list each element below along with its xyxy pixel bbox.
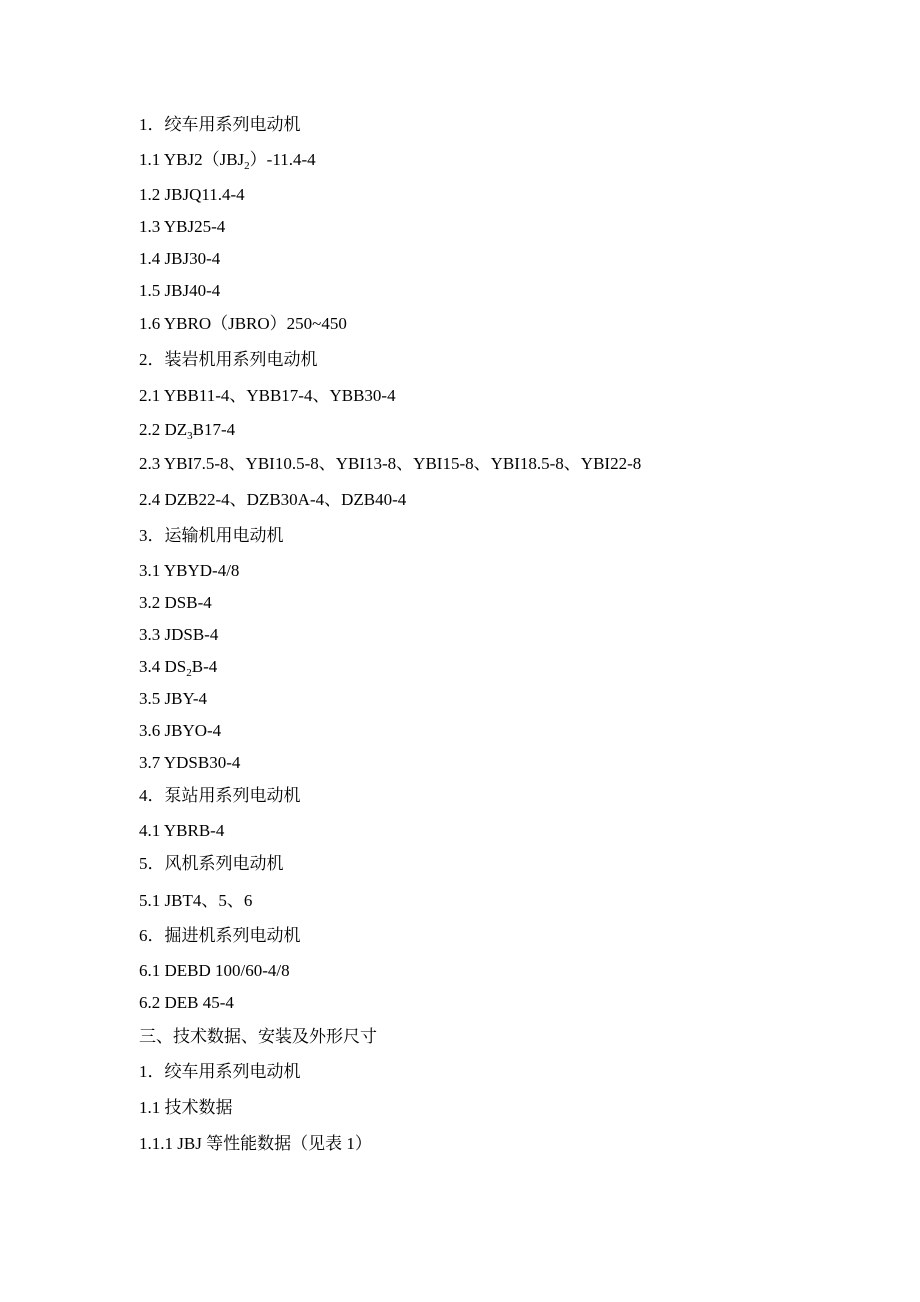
- line-text: 1.2 JBJQ11.4-4: [139, 185, 245, 204]
- line-text: 2．装岩机用系列电动机: [139, 350, 318, 369]
- line-text: 1.5 JBJ40-4: [139, 281, 221, 300]
- section-heading-1: [139, 115, 301, 135]
- line-text: 2.3 YBI7.5-8、YBI10.5-8、YBI13-8、YBI15-8、YBI18.5-8、YBI22-8: [139, 454, 642, 473]
- line-text: 1.3 YBJ25-4: [139, 217, 226, 236]
- list-item-4-1: [139, 821, 224, 841]
- line-text: 4．泵站用系列电动机: [139, 786, 301, 805]
- line-text: 5.1 JBT4、5、6: [139, 891, 253, 910]
- subscript: 3: [187, 430, 193, 442]
- section-heading-3: [139, 526, 284, 546]
- section-heading-2: [139, 350, 318, 370]
- list-item-3-1: [139, 561, 239, 581]
- section-heading-6: [139, 926, 301, 946]
- section-heading-1-repeat: [139, 1062, 301, 1082]
- chapter-heading: [139, 1027, 377, 1047]
- subsection-heading: [139, 1098, 233, 1118]
- line-text: 1.1 YBJ2（JBJ: [139, 150, 245, 169]
- line-text: 3.3 JDSB-4: [139, 625, 219, 644]
- line-text: B-4: [191, 657, 218, 676]
- line-text: 2.1 YBB11-4、YBB17-4、YBB30-4: [139, 386, 396, 405]
- line-text: ）-11.4-4: [249, 150, 316, 169]
- section-heading-5: [139, 854, 284, 874]
- line-text: 6．掘进机系列电动机: [139, 926, 301, 945]
- subscript: 2: [186, 667, 192, 679]
- list-item-3-2: [139, 593, 212, 613]
- line-text: 1．绞车用系列电动机: [139, 1062, 301, 1081]
- line-text: 3.5 JBY-4: [139, 689, 208, 708]
- line-text: 三、技术数据、安装及外形尺寸: [139, 1027, 377, 1046]
- line-text: B17-4: [192, 420, 236, 439]
- line-text: 5．风机系列电动机: [139, 854, 284, 873]
- line-text: 3.4 DS: [139, 657, 187, 676]
- list-item-6-2: [139, 993, 234, 1013]
- list-item-6-1: [139, 961, 290, 981]
- list-item-2-4: [139, 490, 406, 510]
- list-item-2-1: [139, 386, 396, 406]
- list-item-3-6: [139, 721, 221, 741]
- list-item-2-3: [139, 454, 641, 474]
- list-item-3-7: [139, 753, 240, 773]
- list-item-1-5: [139, 281, 220, 301]
- list-item-1-3: [139, 217, 225, 237]
- line-text: 6.1 DEBD 100/60-4/8: [139, 961, 290, 980]
- line-text: 4.1 YBRB-4: [139, 821, 225, 840]
- list-item-1-6: [139, 314, 347, 334]
- subscript: 2: [244, 160, 250, 172]
- line-text: 6.2 DEB 45-4: [139, 993, 234, 1012]
- list-item-5-1: [139, 891, 252, 911]
- line-text: 3.1 YBYD-4/8: [139, 561, 240, 580]
- line-text: 1.1 技术数据: [139, 1098, 233, 1117]
- subsubsection-heading: [139, 1134, 372, 1154]
- line-text: 2.4 DZB22-4、DZB30A-4、DZB40-4: [139, 490, 407, 509]
- line-text: 1.6 YBRO（JBRO）250~450: [139, 314, 347, 333]
- line-text: 2.2 DZ: [139, 420, 188, 439]
- line-text: 3.2 DSB-4: [139, 593, 212, 612]
- list-item-3-4: [139, 657, 217, 679]
- list-item-2-2: [139, 420, 235, 442]
- list-item-1-1: [139, 150, 316, 172]
- list-item-1-2: [139, 185, 245, 205]
- list-item-3-5: [139, 689, 207, 709]
- list-item-1-4: [139, 249, 220, 269]
- line-text: 3．运输机用电动机: [139, 526, 284, 545]
- line-text: 3.7 YDSB30-4: [139, 753, 241, 772]
- line-text: 1.4 JBJ30-4: [139, 249, 221, 268]
- line-text: 1.1.1 JBJ 等性能数据（见表 1）: [139, 1134, 372, 1153]
- line-text: 3.6 JBYO-4: [139, 721, 222, 740]
- section-heading-4: [139, 786, 301, 806]
- list-item-3-3: [139, 625, 218, 645]
- line-text: 1．绞车用系列电动机: [139, 115, 301, 134]
